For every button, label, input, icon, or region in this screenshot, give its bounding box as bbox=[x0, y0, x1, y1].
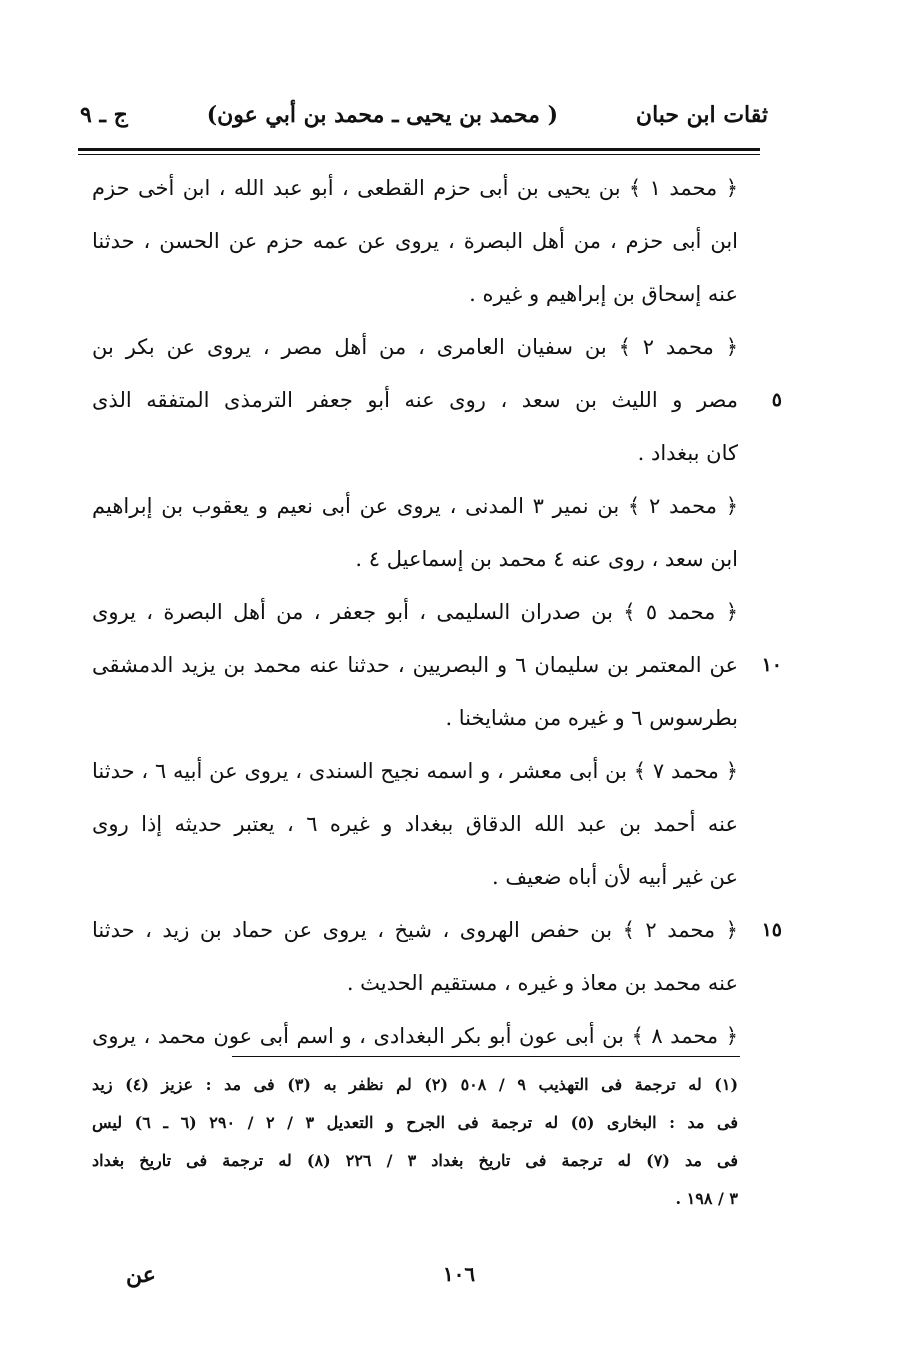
running-header bbox=[80, 92, 768, 142]
line-text: عن المعتمر بن سليمان ٦ و البصريين ، حدثنا عنه محمد بن يزيد الدمشقى bbox=[92, 653, 738, 677]
line-text: ﴿ محمد ٨ ﴾ بن أبى عون أبو بكر البغدادى ، و اسم أبى عون محمد ، يروى bbox=[92, 1024, 738, 1048]
text-line bbox=[92, 427, 738, 480]
page-number: ١٠٦ bbox=[442, 1262, 476, 1286]
text-line bbox=[92, 321, 738, 374]
header-rule-thick bbox=[78, 148, 760, 151]
line-text: ﴿ محمد ٧ ﴾ بن أبى معشر ، و اسمه نجيح السندى ، يروى عن أبيه ٦ ، حدثنا bbox=[92, 759, 739, 783]
main-text bbox=[92, 162, 782, 1063]
text-line bbox=[92, 480, 738, 533]
text-line bbox=[92, 215, 738, 268]
text-line bbox=[92, 268, 738, 321]
catchword: عن bbox=[126, 1262, 156, 1288]
footnote-line: فى مد : البخارى (٥) له ترجمة فى الجرح و التعديل ٣ / ٢ / ٢٩٠ (٦ ـ ٦) ليس bbox=[92, 1113, 739, 1132]
footnote-line: فى مد (٧) له ترجمة فى تاريخ بغداد ٣ / ٢٢٦ (٨) له ترجمة فى تاريخ بغداد bbox=[92, 1151, 739, 1170]
footnote-line: ٣ / ١٩٨ . bbox=[675, 1189, 738, 1208]
text-line bbox=[92, 798, 738, 851]
text-line bbox=[92, 692, 738, 745]
line-text: كان ببغداد . bbox=[637, 441, 738, 465]
line-text: عنه أحمد بن عبد الله الدقاق ببغداد و غيره ٦ ، يعتبر حديثه إذا روى bbox=[92, 812, 738, 836]
text-line bbox=[92, 533, 738, 586]
text-line bbox=[92, 745, 738, 798]
footnote-rule bbox=[232, 1056, 740, 1057]
line-text: ﴿ محمد ٢ ﴾ بن نمير ٣ المدنى ، يروى عن أبى نعيم و يعقوب بن إبراهيم bbox=[92, 494, 739, 518]
line-number: ٥ bbox=[771, 389, 782, 411]
line-text: ابن سعد ، روى عنه ٤ محمد بن إسماعيل ٤ . bbox=[355, 547, 738, 571]
line-text: بطرسوس ٦ و غيره من مشايخنا . bbox=[445, 706, 738, 730]
line-text: عنه محمد بن معاذ و غيره ، مستقيم الحديث . bbox=[346, 971, 738, 995]
text-line bbox=[92, 586, 738, 639]
text-line bbox=[92, 957, 738, 1010]
footnote-line: (١) له ترجمة فى التهذيب ٩ / ٥٠٨ (٢) لم نظفر به (٣) فى مد : عزيز (٤) زيد bbox=[92, 1075, 739, 1094]
text-line bbox=[92, 904, 782, 957]
line-text: عن غير أبيه لأن أباه ضعيف . bbox=[492, 865, 738, 889]
text-line bbox=[92, 639, 782, 692]
footnotes bbox=[92, 1066, 738, 1218]
book-title: ثقات ابن حبان bbox=[635, 102, 768, 128]
line-text: عنه إسحاق بن إبراهيم و غيره . bbox=[469, 282, 738, 306]
volume-label: ج ـ ٩ bbox=[80, 102, 128, 128]
text-line bbox=[92, 374, 782, 427]
section-range: ( محمد بن يحيى ـ محمد بن أبي عون) bbox=[206, 102, 558, 128]
text-line bbox=[92, 162, 738, 215]
line-text: ﴿ محمد ١ ﴾ بن يحيى بن أبى حزم القطعى ، أبو عبد الله ، ابن أخى حزم bbox=[92, 176, 739, 200]
header-rule-thin bbox=[78, 154, 760, 155]
line-text: ﴿ محمد ٢ ﴾ بن سفيان العامرى ، من أهل مصر ، يروى عن بكر بن bbox=[92, 335, 739, 359]
text-line bbox=[92, 851, 738, 904]
line-text: ﴿ محمد ٥ ﴾ بن صدران السليمى ، أبو جعفر ، من أهل البصرة ، يروى bbox=[92, 600, 739, 624]
line-text: ابن أبى حزم ، من أهل البصرة ، يروى عن عمه حزم عن الحسن ، حدثنا bbox=[92, 229, 738, 253]
line-number: ١٥ bbox=[761, 919, 782, 941]
line-text: مصر و الليث بن سعد ، روى عنه أبو جعفر الترمذى المتفقه الذى bbox=[92, 388, 738, 412]
line-text: ﴿ محمد ٢ ﴾ بن حفص الهروى ، شيخ ، يروى عن حماد بن زيد ، حدثنا bbox=[92, 918, 738, 942]
line-number: ١٠ bbox=[761, 654, 782, 676]
